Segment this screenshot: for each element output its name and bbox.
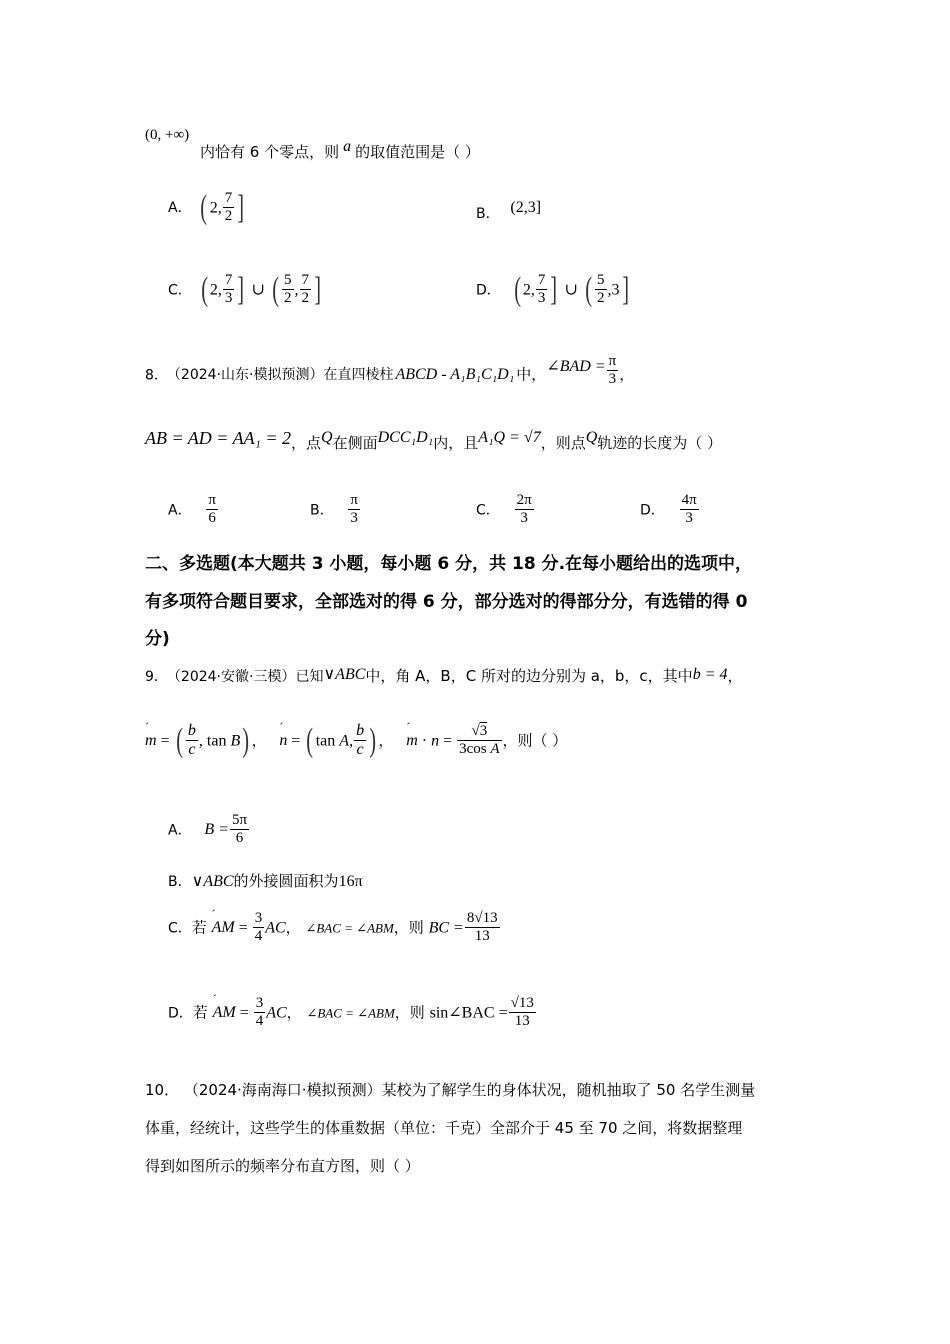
frac-den: 6: [208, 510, 216, 527]
q10-line1: 10． （2024·海南海口·模拟预测）某校为了解学生的身体状况，随机抽取了 50 名学生测量: [145, 1081, 756, 1099]
frac-den: 3: [685, 510, 693, 527]
frac-num: 8√13: [465, 910, 500, 928]
option-relation: ∠BAC = ∠ABM: [305, 920, 394, 936]
q7-option-d[interactable]: D． ( 2, $\frac{7}{3}$ ] ∪ ( $\frac{5}{2}$ ,3]: [476, 270, 629, 308]
option-if: 若: [192, 1003, 208, 1022]
q8-option-c[interactable]: [476, 492, 535, 528]
option-relation: ∠BAC = ∠ABM: [306, 1005, 395, 1021]
section-heading-line2: 有多项符合题目要求，全部选对的得 6 分，部分选对的得部分分，有选错的得 0: [145, 592, 748, 612]
frac-num: π: [348, 492, 360, 510]
q8-stem-line1: 8． （2024·山东·模拟预测）在直四棱柱 ABCD - A₁B₁C₁D₁ 中，∠BAD = $\frac{\pi}{3}$ ，: [145, 353, 635, 388]
frac-num: √13: [509, 995, 536, 1013]
q8-angle-den: 3: [608, 371, 617, 388]
q7-option-b[interactable]: [476, 199, 542, 223]
q8-option-b[interactable]: [310, 492, 361, 528]
option-label: C．: [476, 502, 500, 519]
frac-den: 6: [235, 830, 244, 847]
option-value: (2,3]: [510, 199, 542, 216]
frac-den: 13: [514, 1013, 530, 1030]
q10-line3: 得到如图所示的频率分布直方图，则（ ）: [145, 1157, 420, 1175]
q8-face: DCC₁D₁: [377, 429, 434, 446]
option-text: 的外接圆面积为: [233, 872, 339, 890]
option-label: A．: [168, 200, 192, 217]
option-label: D．: [168, 1005, 193, 1022]
q7-interval: (0, +∞): [145, 127, 190, 143]
option-then: ，则: [393, 918, 424, 937]
option-label: A．: [168, 822, 192, 839]
q8-text: ，则点: [540, 434, 586, 452]
option-value: 16π: [338, 873, 363, 890]
q9-comma: ，: [727, 667, 743, 685]
q9-triangle: ∨ABC: [323, 666, 366, 683]
q8-option-a[interactable]: [168, 492, 219, 528]
q7-option-a[interactable]: A． ( 2, $\frac{7}{2}$ ]: [168, 188, 245, 226]
q9-option-a[interactable]: [168, 812, 250, 848]
q7-option-c[interactable]: C． ( 2, $\frac{7}{3}$ ] ∪ ( $\frac{5}{2}$ , $\frac{7}{2}$ ]: [168, 270, 322, 308]
option-label: C．: [168, 282, 192, 299]
q7-tail: 的取值范围是（ ）: [355, 143, 480, 161]
q10-line2: 体重，经统计，这些学生的体重数据（单位：千克）全部介于 45 至 70 之间，将数据整理: [145, 1119, 743, 1137]
q8-option-d[interactable]: [640, 492, 700, 528]
q8-text: 内，且: [433, 434, 479, 452]
q8-text: 轨迹的长度为（ ）: [597, 434, 723, 452]
option-label: A．: [168, 502, 192, 519]
q7-var: a: [343, 138, 352, 155]
union-symbol: ∪: [251, 281, 265, 299]
q7-text: 内恰有 6 个零点，则: [200, 143, 340, 161]
q8-angle-num: π: [607, 353, 619, 371]
q9-stem: （2024·安徽·三模）已知: [173, 669, 324, 685]
q9-option-b[interactable]: [168, 870, 363, 891]
q8-point-q: Q: [321, 429, 333, 446]
frac-num: 5π: [230, 812, 249, 830]
q8-mid: 中，: [516, 365, 547, 384]
option-label: B．: [310, 502, 334, 519]
option-label: D．: [640, 502, 665, 519]
q9-stem-line1: [145, 665, 743, 686]
option-label: D．: [476, 282, 501, 299]
frac-den: 3: [520, 510, 528, 527]
q8-point-q: Q: [585, 429, 598, 446]
q8-text: 在侧面: [332, 434, 378, 452]
option-and: ，: [286, 1003, 302, 1022]
union-symbol: ∪: [564, 281, 578, 299]
option-expr: B =: [204, 821, 229, 839]
q9-then: ，则（ ）: [502, 731, 568, 750]
option-then: ，则: [394, 1003, 425, 1022]
q8-aq: A₁Q = √7: [478, 429, 541, 446]
q8-source: （2024·山东·模拟预测）在直四棱柱: [173, 367, 394, 384]
option-label: B．: [168, 874, 192, 890]
option-label: C．: [168, 920, 192, 937]
frac-den: 3: [350, 510, 358, 527]
option-if: 若: [191, 918, 207, 937]
triangle: ∨ABC: [191, 873, 234, 890]
q9-stem2: 中，角 A，B，C 所对的边分别为 a，b，c，其中: [365, 667, 693, 685]
q8-equation: AB = AD = AA₁ = 2: [145, 428, 292, 448]
section-heading-line1: 二、多选题(本大题共 3 小题，每小题 6 分，共 18 分.在每小题给出的选项中，: [145, 554, 753, 574]
frac-num: π: [206, 492, 218, 510]
q8-text: ，点: [291, 434, 322, 452]
option-and: ，: [285, 918, 301, 937]
frac-den: 13: [474, 928, 490, 945]
section-heading-line3: 分): [145, 629, 170, 649]
q8-number: 8．: [145, 367, 168, 384]
option-lhs: sin∠BAC =: [429, 1004, 508, 1022]
q7-stem: [200, 138, 480, 162]
q9-option-c[interactable]: C．若 ˊ AM = $\frac{3}{4}$ AC， ∠BAC = ∠ABM，则 BC = $\frac{8√13}{13}$: [168, 910, 501, 946]
q8-prism: ABCD - A₁B₁C₁D₁: [395, 366, 515, 384]
q9-number: 9．: [145, 669, 168, 685]
q9-vectors: ˊ m = ( $\frac{b}{c}$ , tan B) ， ˊ n = ( tan A, $\frac{b}{c}$ ) ， ˊ m · n = $\frac{√3}{\text{3cos A}}$ ，则（ ）: [145, 722, 567, 760]
q8-stem-line2: [145, 428, 723, 453]
q9-option-d[interactable]: D．若 ˊ AM = $\frac{3}{4}$ AC， ∠BAC = ∠ABM，则 sin∠BAC = $\frac{√13}{13}$: [168, 995, 537, 1031]
q8-angle: ∠BAD =: [546, 358, 606, 376]
q9-b-value: b = 4: [692, 666, 728, 683]
option-lhs: BC =: [428, 919, 464, 937]
frac-num: 4π: [680, 492, 699, 510]
option-label: B．: [476, 206, 500, 222]
frac-num: 2π: [515, 492, 534, 510]
